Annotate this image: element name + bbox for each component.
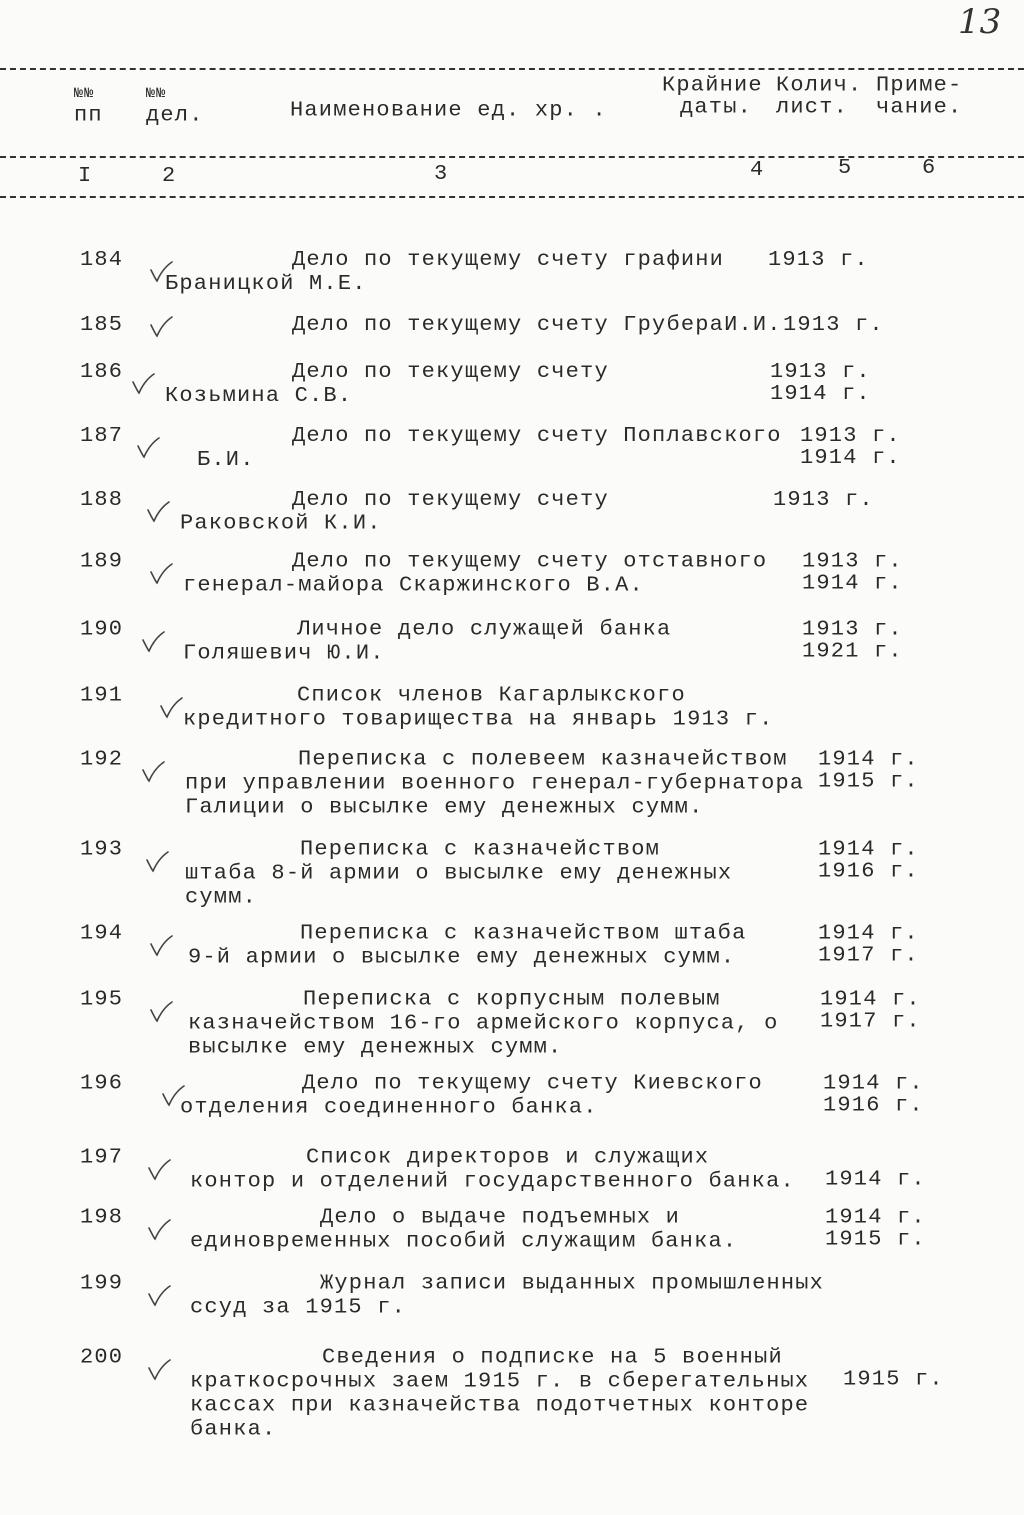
- entry-number: 200: [80, 1345, 124, 1370]
- entry-number: 188: [80, 487, 124, 512]
- entry-title-line: кредитного товарищества на январь 1913 г.: [183, 707, 774, 732]
- entry-title-line: Переписка с корпусным полевым: [303, 987, 721, 1012]
- entry-date: 1914 г.: [823, 1071, 924, 1096]
- entry-title-line: Журнал записи выданных промышленных: [320, 1271, 825, 1296]
- entry-title-line: Дело по текущему счету графини: [292, 247, 725, 272]
- checkmark-icon: [148, 562, 174, 586]
- entry-title-line: банка.: [190, 1417, 277, 1442]
- entry-date: 1913 г.: [773, 487, 874, 512]
- entry-date: 1914 г.: [825, 1167, 926, 1192]
- entry-title-line: краткосрочных заем 1915 г. в сберегательных: [190, 1369, 810, 1394]
- entry-date: 1914 г.: [818, 747, 919, 772]
- entry-date: 1915 г.: [843, 1367, 944, 1392]
- entry-title-line: 9-й армии о высылке ему денежных сумм.: [188, 945, 736, 970]
- entry-date: 1921 г.: [802, 639, 903, 664]
- entry-title-line: Дело по текущему счету: [292, 487, 609, 512]
- entry-date: 1916 г.: [823, 1093, 924, 1118]
- header-number-6: 6: [922, 155, 937, 180]
- checkmark-icon: [130, 372, 156, 396]
- checkmark-icon: [148, 315, 174, 339]
- checkmark-icon: [148, 934, 174, 958]
- entry-date: 1914 г.: [820, 987, 921, 1012]
- entry-date: 1915 г.: [818, 769, 919, 794]
- checkmark-icon: [135, 436, 161, 460]
- entry-title-line: штаба 8-й армии о высылке ему денежных: [185, 861, 733, 886]
- entry-title-line: единовременных пособий служащим банка.: [190, 1229, 738, 1254]
- entry-title-line: Дело по текущему счету Поплавского: [292, 423, 782, 448]
- entry-title-line: Дело по текущему счету Киевского: [302, 1071, 763, 1096]
- entry-title-line: Б.И.: [197, 447, 255, 472]
- entry-number: 184: [80, 247, 124, 272]
- entry-number: 189: [80, 549, 124, 574]
- checkmark-icon: [160, 1084, 186, 1108]
- header-bottom-rule: [0, 196, 1024, 198]
- entry-number: 191: [80, 683, 124, 708]
- checkmark-icon: [145, 500, 171, 524]
- entry-number: 193: [80, 837, 124, 862]
- entry-number: 185: [80, 312, 124, 337]
- entry-title-line: высылке ему денежных сумм.: [188, 1035, 563, 1060]
- entry-date: 1916 г.: [818, 859, 919, 884]
- header-col2-line2: дел.: [146, 103, 204, 128]
- entry-title-line: контор и отделений государственного банка.: [190, 1169, 795, 1194]
- header-number-5: 5: [838, 155, 853, 180]
- header-col6-line1: Приме-: [876, 73, 963, 98]
- entry-number: 190: [80, 617, 124, 642]
- entry-number: 187: [80, 423, 124, 448]
- checkmark-icon: [140, 760, 166, 784]
- entry-date: 1913 г.: [770, 359, 871, 384]
- entry-date: 1913 г.: [802, 549, 903, 574]
- entry-number: 196: [80, 1071, 124, 1096]
- entry-title-line: Список директоров и служащих: [306, 1145, 710, 1170]
- entry-date: 1915 г.: [825, 1227, 926, 1252]
- entry-number: 195: [80, 987, 124, 1012]
- entry-date: 1914 г.: [800, 445, 901, 470]
- entry-number: 198: [80, 1205, 124, 1230]
- entry-date: 1914 г.: [818, 921, 919, 946]
- entry-title-line: Дело по текущему счету ГрубераИ.И.: [292, 312, 782, 337]
- entry-title-line: Дело о выдаче подъемных и: [320, 1205, 681, 1230]
- entry-number: 194: [80, 921, 124, 946]
- entry-title-line: генерал-майора Скаржинского В.А.: [183, 573, 644, 598]
- entry-date: 1917 г.: [820, 1009, 921, 1034]
- entry-date: 1917 г.: [818, 943, 919, 968]
- entry-number: 192: [80, 747, 124, 772]
- entry-title-line: кассах при казначейства подотчетных конторе: [190, 1393, 810, 1418]
- header-number-3: 3: [434, 161, 449, 186]
- header-col2-line1: №№: [146, 85, 167, 102]
- entry-title-line: Дело по текущему счету: [292, 359, 609, 384]
- header-number-4: 4: [750, 157, 765, 182]
- entry-date: 1913 г.: [800, 423, 901, 448]
- checkmark-icon: [146, 1158, 172, 1182]
- checkmark-icon: [158, 696, 184, 720]
- entry-number: 186: [80, 359, 124, 384]
- entry-title-line: сумм.: [185, 885, 258, 910]
- checkmark-icon: [148, 1000, 174, 1024]
- entry-title-line: при управлении военного генерал-губернатора: [185, 771, 805, 796]
- header-col1-line1: №№: [74, 85, 95, 102]
- entry-date: 1913 г.: [768, 247, 869, 272]
- header-col5-line1: Колич.: [776, 73, 863, 98]
- entry-date: 1914 г.: [818, 837, 919, 862]
- entry-date: 1914 г.: [770, 381, 871, 406]
- checkmark-icon: [148, 260, 174, 284]
- entry-title-line: отделения соединенного банка.: [180, 1095, 598, 1120]
- entry-title-line: Галиции о высылке ему денежных сумм.: [185, 795, 704, 820]
- entry-title-line: Сведения о подписке на 5 военный: [322, 1345, 783, 1370]
- header-mid-rule: [0, 156, 1024, 158]
- entry-title-line: Дело по текущему счету отставного: [292, 549, 768, 574]
- header-number-1: I: [78, 163, 93, 188]
- checkmark-icon: [146, 1358, 172, 1382]
- header-number-2: 2: [162, 163, 177, 188]
- header-col3: Наименование ед. хр. .: [290, 98, 607, 123]
- header-col1-line2: пп: [74, 103, 103, 128]
- entry-title-line: Браницкой М.Е.: [165, 271, 367, 296]
- entry-title-line: Переписка с казначейством штаба: [300, 921, 747, 946]
- entry-number: 199: [80, 1271, 124, 1296]
- entry-title-line: казначейством 16-го армейского корпуса, о: [188, 1011, 779, 1036]
- checkmark-icon: [144, 850, 170, 874]
- checkmark-icon: [146, 1284, 172, 1308]
- entry-title-line: Переписка с казначейством: [300, 837, 661, 862]
- entry-title-line: Козьмина С.В.: [165, 383, 353, 408]
- entry-number: 197: [80, 1145, 124, 1170]
- header-col5-line2: лист.: [776, 95, 849, 120]
- header-col6-line2: чание.: [876, 95, 963, 120]
- entry-date: 1914 г.: [825, 1205, 926, 1230]
- entry-title-line: ссуд за 1915 г.: [190, 1295, 407, 1320]
- checkmark-icon: [146, 1218, 172, 1242]
- entry-date: 1913 г.: [802, 617, 903, 642]
- entry-date: 1914 г.: [802, 571, 903, 596]
- entry-date: 1913 г.: [783, 312, 884, 337]
- page-number: 13: [958, 2, 1002, 42]
- entry-title-line: Раковской К.И.: [180, 511, 382, 536]
- checkmark-icon: [140, 630, 166, 654]
- header-top-rule: [0, 68, 1024, 70]
- entry-title-line: Список членов Кагарлыкского: [297, 683, 686, 708]
- entry-title-line: Голяшевич Ю.И.: [183, 641, 385, 666]
- header-col4-line1: Крайние: [662, 73, 763, 98]
- entry-title-line: Переписка с полевеем казначейством: [298, 747, 788, 772]
- header-col4-line2: даты.: [680, 95, 753, 120]
- entry-title-line: Личное дело служащей банка: [297, 617, 672, 642]
